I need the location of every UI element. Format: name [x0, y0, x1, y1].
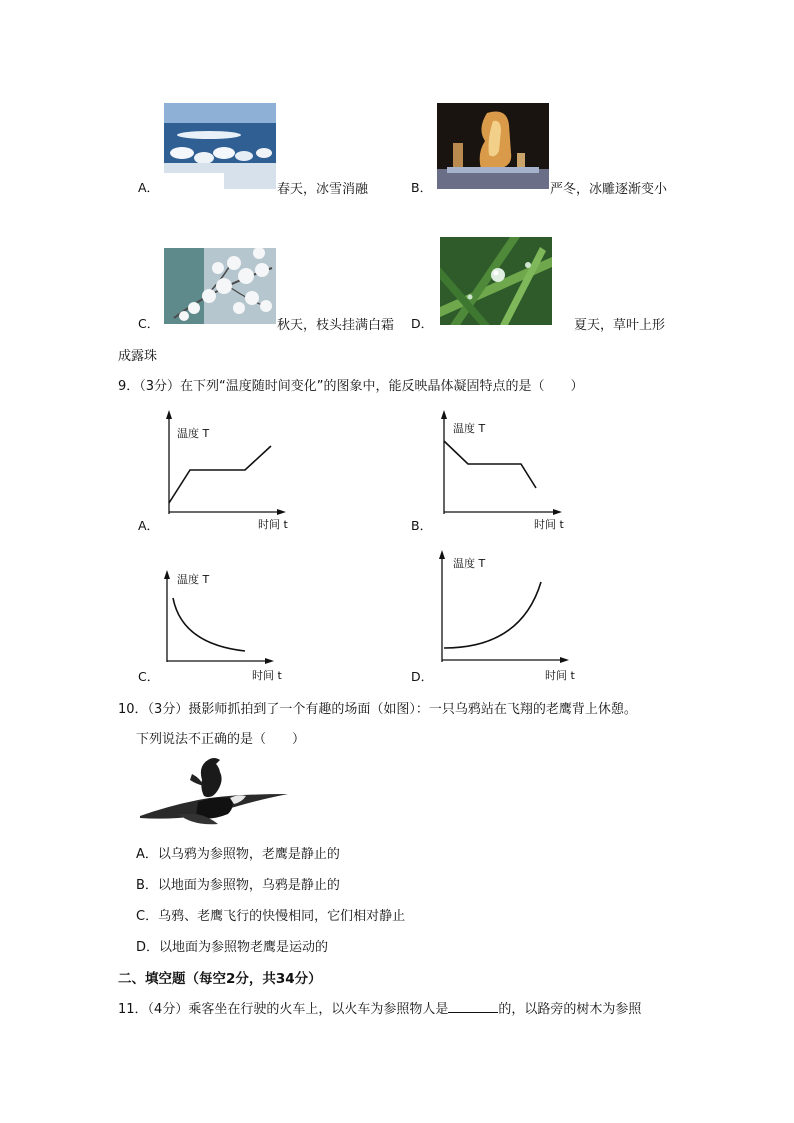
- y-axis-arrow: [441, 410, 447, 419]
- x-axis-arrow: [560, 657, 569, 663]
- q10-stem-line2: 下列说法不正确的是（ ）: [136, 732, 306, 747]
- dew-grass-photo: [440, 237, 552, 325]
- q9-chart-c: [150, 564, 300, 674]
- q11-blank-1[interactable]: [448, 1000, 498, 1013]
- q9-chart-c-xlabel: 时间 t: [252, 669, 282, 682]
- q8-option-c-caption: 秋天，枝头挂满白霜: [277, 318, 395, 333]
- x-axis-arrow: [265, 658, 274, 664]
- q8-option-d-letter: D．: [411, 316, 434, 331]
- x-axis-arrow: [553, 509, 562, 515]
- q8-option-d-caption: 夏天，草叶上形: [574, 318, 666, 333]
- ice-sculpture-photo: [437, 103, 549, 189]
- q9-chart-c-ylabel: 温度 T: [177, 573, 210, 586]
- temperature-curve: [169, 446, 271, 503]
- q10-stem-line1: 10．（3分）摄影师抓拍到了一个有趣的场面（如图）：一只乌鸦站在飞翔的老鹰背上休憩。: [118, 702, 637, 717]
- q8-option-d-caption-cont: 成露珠: [118, 349, 158, 364]
- q9-chart-b-ylabel: 温度 T: [453, 422, 486, 435]
- q8-option-c-letter: C．: [138, 316, 160, 331]
- q9-chart-b-xlabel: 时间 t: [534, 518, 564, 531]
- q9-option-a-letter: A．: [138, 518, 160, 533]
- temperature-curve: [444, 582, 541, 648]
- q10-option-b: B．以地面为参照物，乌鸦是静止的: [136, 878, 340, 893]
- q9-stem: 9．（3分）在下列“温度随时间变化”的图象中，能反映晶体凝固特点的是（ ）: [118, 379, 584, 394]
- q11-part2: 的，以路旁的树木为参照: [498, 1002, 642, 1017]
- y-axis-arrow: [164, 570, 170, 579]
- temperature-curve: [173, 598, 245, 651]
- x-axis-arrow: [277, 509, 286, 515]
- q10-option-c: C．乌鸦、老鹰飞行的快慢相同，它们相对静止: [136, 909, 406, 924]
- crow-on-eagle-photo: [138, 756, 293, 830]
- section-title: 二、填空题（每空2分，共34分）: [118, 971, 322, 987]
- q9-chart-a: [150, 408, 300, 528]
- melting-snow-photo: [164, 103, 276, 189]
- y-axis-arrow: [439, 550, 445, 559]
- q11-stem: [118, 998, 641, 1017]
- temperature-curve: [444, 441, 536, 488]
- q8-option-a-letter: A．: [138, 180, 160, 195]
- q11-part1: 11．（4分）乘客坐在行驶的火车上，以火车为参照物人是: [118, 1002, 449, 1017]
- q9-chart-d-ylabel: 温度 T: [453, 557, 486, 570]
- q9-chart-d: [426, 546, 576, 676]
- q9-chart-d-xlabel: 时间 t: [545, 669, 575, 682]
- q8-option-b-caption: 严冬，冰雕逐渐变小: [550, 182, 668, 197]
- q9-chart-a-ylabel: 温度 T: [177, 427, 210, 440]
- q9-option-c-letter: C．: [138, 669, 160, 684]
- q10-option-a: A．以乌鸦为参照物，老鹰是静止的: [136, 847, 340, 862]
- q8-option-b-letter: B．: [411, 180, 433, 195]
- frost-branch-photo: [164, 238, 276, 324]
- y-axis-arrow: [166, 410, 172, 419]
- q9-option-d-letter: D．: [411, 669, 434, 684]
- q10-option-d: D．以地面为参照物老鹰是运动的: [136, 940, 329, 955]
- q9-chart-a-xlabel: 时间 t: [258, 518, 288, 531]
- q9-option-b-letter: B．: [411, 518, 433, 533]
- q9-chart-b: [426, 408, 576, 528]
- q8-option-a-caption: 春天，冰雪消融: [277, 182, 369, 197]
